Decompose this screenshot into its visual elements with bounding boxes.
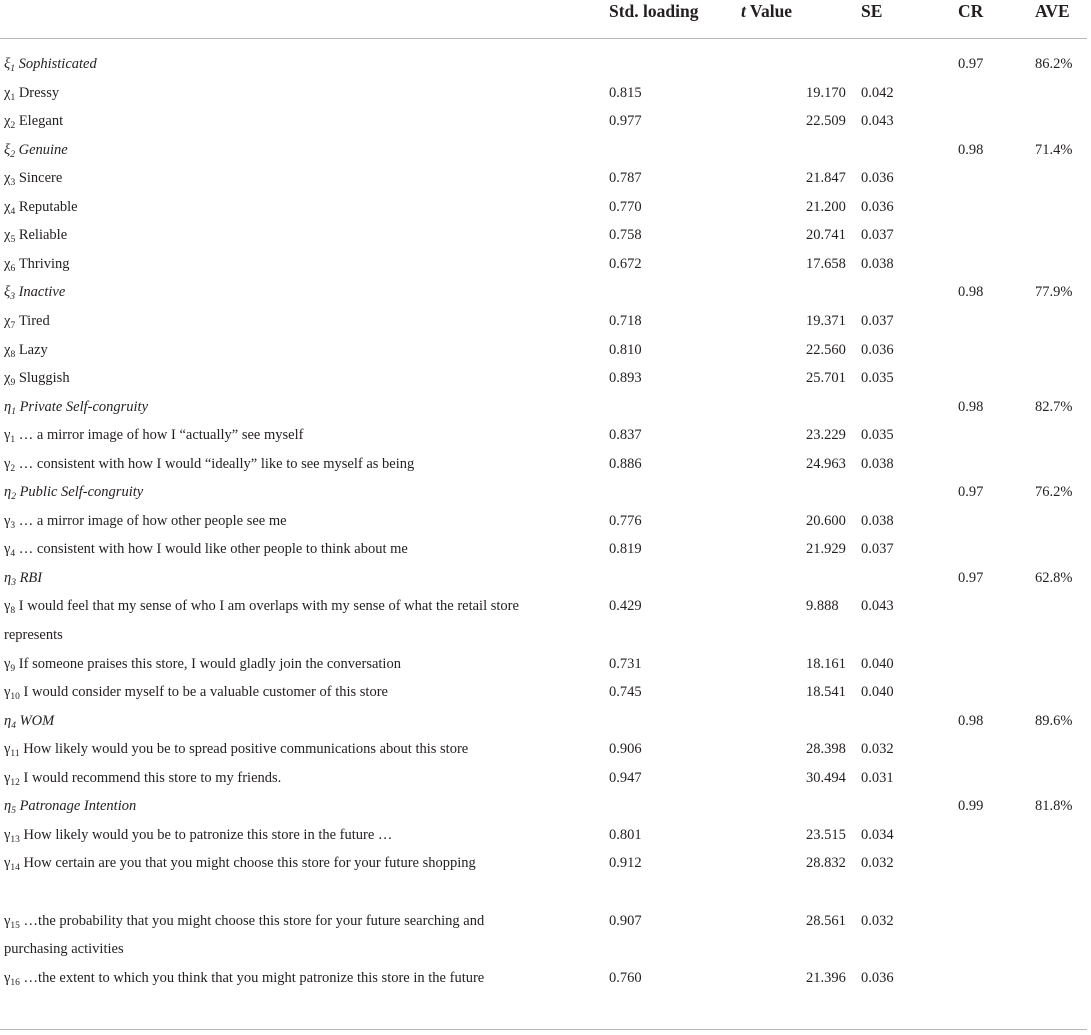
header-t-rest: Value	[745, 1, 793, 21]
se-cell: 0.043	[861, 113, 894, 130]
t-value-cell: 18.541	[806, 684, 846, 701]
symbol-subscript: 2	[10, 149, 15, 160]
item-label	[4, 764, 281, 792]
table-row	[0, 250, 1091, 279]
table-group-row	[0, 564, 1091, 593]
std-loading-cell: 0.718	[609, 312, 642, 329]
ave-cell: 71.4%	[1035, 141, 1073, 158]
table-row	[0, 650, 1091, 679]
symbol-subscript: 9	[10, 378, 16, 389]
label-text: … a mirror image of how I “actually” see myself	[18, 427, 304, 444]
std-loading-cell: 0.947	[609, 769, 642, 786]
symbol-subscript: 13	[10, 834, 20, 845]
se-cell: 0.036	[861, 170, 894, 187]
bottom-rule	[0, 1029, 1087, 1030]
construct-label	[4, 564, 42, 592]
item-label	[4, 250, 70, 278]
t-value-cell: 20.600	[806, 512, 846, 529]
symbol-subscript: 8	[10, 606, 16, 617]
header-std-loading: Std. loading	[609, 1, 699, 21]
table-row	[0, 764, 1091, 793]
item-label	[4, 507, 287, 535]
label-text: Tired	[18, 312, 50, 329]
cr-cell: 0.98	[958, 141, 984, 158]
std-loading-cell: 0.776	[609, 512, 642, 529]
se-cell: 0.037	[861, 312, 894, 329]
item-label	[4, 364, 70, 392]
table-row	[0, 421, 1091, 450]
std-loading-cell: 0.886	[609, 455, 642, 472]
t-value-cell: 20.741	[806, 227, 846, 244]
std-loading-cell: 0.760	[609, 969, 642, 986]
symbol-subscript: 6	[10, 263, 16, 274]
header-rule	[0, 38, 1087, 39]
std-loading-cell: 0.912	[609, 855, 642, 872]
std-loading-cell: 0.787	[609, 170, 642, 187]
std-loading-cell: 0.977	[609, 113, 642, 130]
table-row	[0, 364, 1091, 393]
t-value-cell: 25.701	[806, 370, 846, 387]
ave-cell: 77.9%	[1035, 284, 1073, 301]
symbol-subscript: 11	[10, 749, 20, 760]
label-text: Reputable	[18, 198, 78, 215]
construct-label	[4, 478, 143, 506]
std-loading-cell: 0.810	[609, 341, 642, 358]
symbol: χ	[4, 170, 11, 187]
symbol: χ	[4, 84, 11, 101]
std-loading-cell: 0.770	[609, 198, 642, 215]
se-cell: 0.036	[861, 341, 894, 358]
symbol-subscript: 10	[10, 692, 20, 703]
symbol: γ	[4, 541, 11, 558]
se-cell: 0.032	[861, 912, 894, 929]
symbol-subscript: 1	[11, 406, 16, 417]
header-t-letter: t	[741, 1, 746, 21]
label-text: I would consider myself to be a valuable customer of this store	[23, 684, 388, 701]
cr-cell: 0.98	[958, 712, 984, 729]
symbol-subscript: 12	[10, 777, 20, 788]
item-label	[4, 421, 303, 449]
se-cell: 0.038	[861, 255, 894, 272]
symbol: χ	[4, 198, 11, 215]
symbol: γ	[4, 598, 11, 615]
symbol-subscript: 5	[11, 806, 16, 817]
symbol: χ	[4, 370, 11, 387]
symbol-subscript: 5	[10, 235, 16, 246]
label-text: If someone praises this store, I would gladly join the conversation	[18, 655, 401, 672]
label-text: Sincere	[18, 170, 63, 187]
label-text: WOM	[19, 712, 55, 729]
se-cell: 0.035	[861, 427, 894, 444]
symbol-subscript: 2	[10, 121, 16, 132]
table-group-row	[0, 393, 1091, 422]
label-text: Elegant	[18, 113, 64, 130]
table-row	[0, 907, 1091, 964]
symbol-subscript: 3	[10, 178, 16, 189]
ave-cell: 82.7%	[1035, 398, 1073, 415]
table-row	[0, 307, 1091, 336]
item-label	[4, 821, 392, 849]
se-cell: 0.037	[861, 227, 894, 244]
table-row	[0, 678, 1091, 707]
table-row	[0, 193, 1091, 222]
label-text: … consistent with how I would “ideally” like to see myself as being	[18, 455, 415, 472]
t-value-cell: 30.494	[806, 769, 846, 786]
t-value-cell: 17.658	[806, 255, 846, 272]
symbol: ξ	[4, 56, 11, 72]
table-group-row	[0, 478, 1091, 507]
symbol: γ	[4, 455, 11, 472]
symbol-subscript: 1	[10, 92, 16, 103]
t-value-cell: 28.832	[806, 855, 846, 872]
symbol: η	[4, 798, 12, 815]
se-cell: 0.035	[861, 370, 894, 387]
t-value-cell: 28.561	[806, 912, 846, 929]
symbol: γ	[4, 769, 11, 786]
item-label	[4, 650, 401, 678]
ave-cell: 62.8%	[1035, 569, 1073, 586]
table-row	[0, 535, 1091, 564]
std-loading-cell: 0.672	[609, 255, 642, 272]
symbol: η	[4, 712, 12, 729]
cr-cell: 0.97	[958, 56, 984, 72]
t-value-cell: 21.929	[806, 541, 846, 558]
label-text: Genuine	[18, 141, 68, 158]
table-group-row	[0, 707, 1091, 736]
symbol: χ	[4, 255, 11, 272]
symbol: χ	[4, 341, 11, 358]
symbol: γ	[4, 427, 11, 444]
label-text: Reliable	[18, 227, 68, 244]
item-label	[4, 907, 519, 964]
symbol-subscript: 7	[10, 320, 16, 331]
std-loading-cell: 0.893	[609, 370, 642, 387]
table-row	[0, 164, 1091, 193]
t-value-cell: 18.161	[806, 655, 846, 672]
label-text: RBI	[19, 569, 43, 586]
symbol: γ	[4, 655, 11, 672]
item-label	[4, 535, 408, 563]
label-text: Patronage Intention	[19, 798, 137, 815]
item-label	[4, 221, 67, 249]
construct-label	[4, 792, 136, 820]
std-loading-cell: 0.837	[609, 427, 642, 444]
label-text: Dressy	[18, 84, 60, 101]
symbol-subscript: 9	[10, 663, 16, 674]
symbol-subscript: 3	[10, 520, 16, 531]
se-cell: 0.034	[861, 826, 894, 843]
t-value-cell: 21.396	[806, 969, 846, 986]
label-text: … consistent with how I would like other people to think about me	[18, 541, 408, 558]
symbol: χ	[4, 227, 11, 244]
label-text: Sluggish	[18, 370, 70, 387]
std-loading-cell: 0.801	[609, 826, 642, 843]
construct-label	[4, 278, 65, 306]
cr-cell: 0.98	[958, 398, 984, 415]
se-cell: 0.043	[861, 598, 894, 615]
item-label	[4, 592, 519, 649]
header-t-value	[741, 1, 792, 22]
symbol-subscript: 4	[10, 206, 16, 217]
symbol-subscript: 3	[10, 292, 15, 303]
std-loading-cell: 0.745	[609, 684, 642, 701]
table-group-row	[0, 792, 1091, 821]
symbol: η	[4, 569, 12, 586]
table-row	[0, 79, 1091, 108]
table-group-row	[0, 50, 1091, 79]
ave-cell: 76.2%	[1035, 484, 1073, 501]
symbol-subscript: 1	[10, 64, 15, 74]
se-cell: 0.037	[861, 541, 894, 558]
symbol: γ	[4, 826, 11, 843]
symbol: γ	[4, 969, 11, 986]
table-row	[0, 964, 1091, 1021]
symbol: η	[4, 484, 12, 501]
t-value-cell: 22.560	[806, 341, 846, 358]
symbol-subscript: 2	[10, 463, 16, 474]
symbol: ξ	[4, 284, 11, 301]
label-text: Sophisticated	[18, 56, 97, 72]
symbol: χ	[4, 113, 11, 130]
se-cell: 0.038	[861, 455, 894, 472]
construct-label	[4, 50, 97, 78]
se-cell: 0.032	[861, 855, 894, 872]
label-text: How certain are you that you might choose this store for your future shopping	[23, 855, 476, 872]
item-label	[4, 450, 414, 478]
t-value-cell: 22.509	[806, 113, 846, 130]
symbol: η	[4, 398, 12, 415]
item-label	[4, 336, 48, 364]
symbol: γ	[4, 912, 11, 929]
se-cell: 0.040	[861, 684, 894, 701]
ave-cell: 86.2%	[1035, 56, 1073, 72]
symbol-subscript: 14	[10, 863, 20, 874]
symbol: γ	[4, 684, 11, 701]
construct-label	[4, 393, 148, 421]
label-text: I would recommend this store to my friends.	[23, 769, 282, 786]
t-value-cell: 21.200	[806, 198, 846, 215]
item-label	[4, 849, 519, 878]
cr-cell: 0.97	[958, 569, 984, 586]
label-text: …the extent to which you think that you might patronize this store in the future	[23, 969, 485, 986]
table-row	[0, 592, 1091, 649]
t-value-cell: 19.371	[806, 312, 846, 329]
symbol: ξ	[4, 141, 11, 158]
se-cell: 0.042	[861, 84, 894, 101]
se-cell: 0.031	[861, 769, 894, 786]
t-value-cell: 24.963	[806, 455, 846, 472]
item-label	[4, 193, 78, 221]
label-text: Inactive	[18, 284, 66, 301]
cr-cell: 0.97	[958, 484, 984, 501]
table-row	[0, 821, 1091, 850]
table-group-row	[0, 278, 1091, 307]
symbol: χ	[4, 312, 11, 329]
symbol-subscript: 4	[10, 549, 16, 560]
se-cell: 0.040	[861, 655, 894, 672]
label-text: How likely would you be to spread positive communications about this store	[23, 741, 469, 758]
t-value-cell: 23.515	[806, 826, 846, 843]
label-text: Lazy	[18, 341, 48, 358]
symbol: γ	[4, 855, 11, 872]
label-text: … a mirror image of how other people see me	[18, 512, 287, 529]
std-loading-cell: 0.429	[609, 598, 642, 615]
ave-cell: 81.8%	[1035, 798, 1073, 815]
table-row	[0, 336, 1091, 365]
label-text: Thriving	[18, 255, 70, 272]
symbol: γ	[4, 741, 11, 758]
table-row	[0, 221, 1091, 250]
symbol: γ	[4, 512, 11, 529]
label-text: I would feel that my sense of who I am overlaps with my sense of what the retail store represents	[4, 598, 519, 643]
label-text: …the probability that you might choose this store for your future searching and purchasing activities	[4, 912, 485, 957]
table-row	[0, 735, 1091, 764]
std-loading-cell: 0.815	[609, 84, 642, 101]
std-loading-cell: 0.907	[609, 912, 642, 929]
header-ave: AVE	[1035, 1, 1070, 21]
table-row	[0, 507, 1091, 536]
se-cell: 0.036	[861, 969, 894, 986]
symbol-subscript: 8	[10, 349, 16, 360]
table-row	[0, 107, 1091, 136]
se-cell: 0.036	[861, 198, 894, 215]
t-value-cell: 9.888	[806, 598, 839, 615]
table-row	[0, 450, 1091, 479]
std-loading-cell: 0.819	[609, 541, 642, 558]
t-value-cell: 23.229	[806, 427, 846, 444]
t-value-cell: 28.398	[806, 741, 846, 758]
t-value-cell: 21.847	[806, 170, 846, 187]
ave-cell: 89.6%	[1035, 712, 1073, 729]
item-label	[4, 964, 519, 993]
item-label	[4, 735, 468, 763]
std-loading-cell: 0.758	[609, 227, 642, 244]
table-group-row	[0, 136, 1091, 165]
item-label	[4, 164, 62, 192]
symbol-subscript: 15	[10, 920, 20, 931]
construct-label	[4, 136, 68, 164]
symbol-subscript: 2	[11, 492, 16, 503]
label-text: Private Self-congruity	[19, 398, 149, 415]
header-se: SE	[861, 1, 883, 21]
se-cell: 0.038	[861, 512, 894, 529]
table-row	[0, 849, 1091, 906]
t-value-cell: 19.170	[806, 84, 846, 101]
header-cr: CR	[958, 1, 984, 21]
construct-label	[4, 707, 54, 735]
symbol-subscript: 3	[11, 577, 16, 588]
cr-cell: 0.98	[958, 284, 984, 301]
label-text: How likely would you be to patronize this store in the future …	[23, 826, 393, 843]
symbol-subscript: 1	[10, 435, 16, 446]
label-text: Public Self-congruity	[19, 484, 144, 501]
item-label	[4, 107, 63, 135]
std-loading-cell: 0.731	[609, 655, 642, 672]
symbol-subscript: 16	[10, 977, 20, 988]
cr-cell: 0.99	[958, 798, 984, 815]
item-label	[4, 79, 59, 107]
item-label	[4, 678, 388, 706]
symbol-subscript: 4	[11, 720, 16, 731]
std-loading-cell: 0.906	[609, 741, 642, 758]
se-cell: 0.032	[861, 741, 894, 758]
item-label	[4, 307, 50, 335]
